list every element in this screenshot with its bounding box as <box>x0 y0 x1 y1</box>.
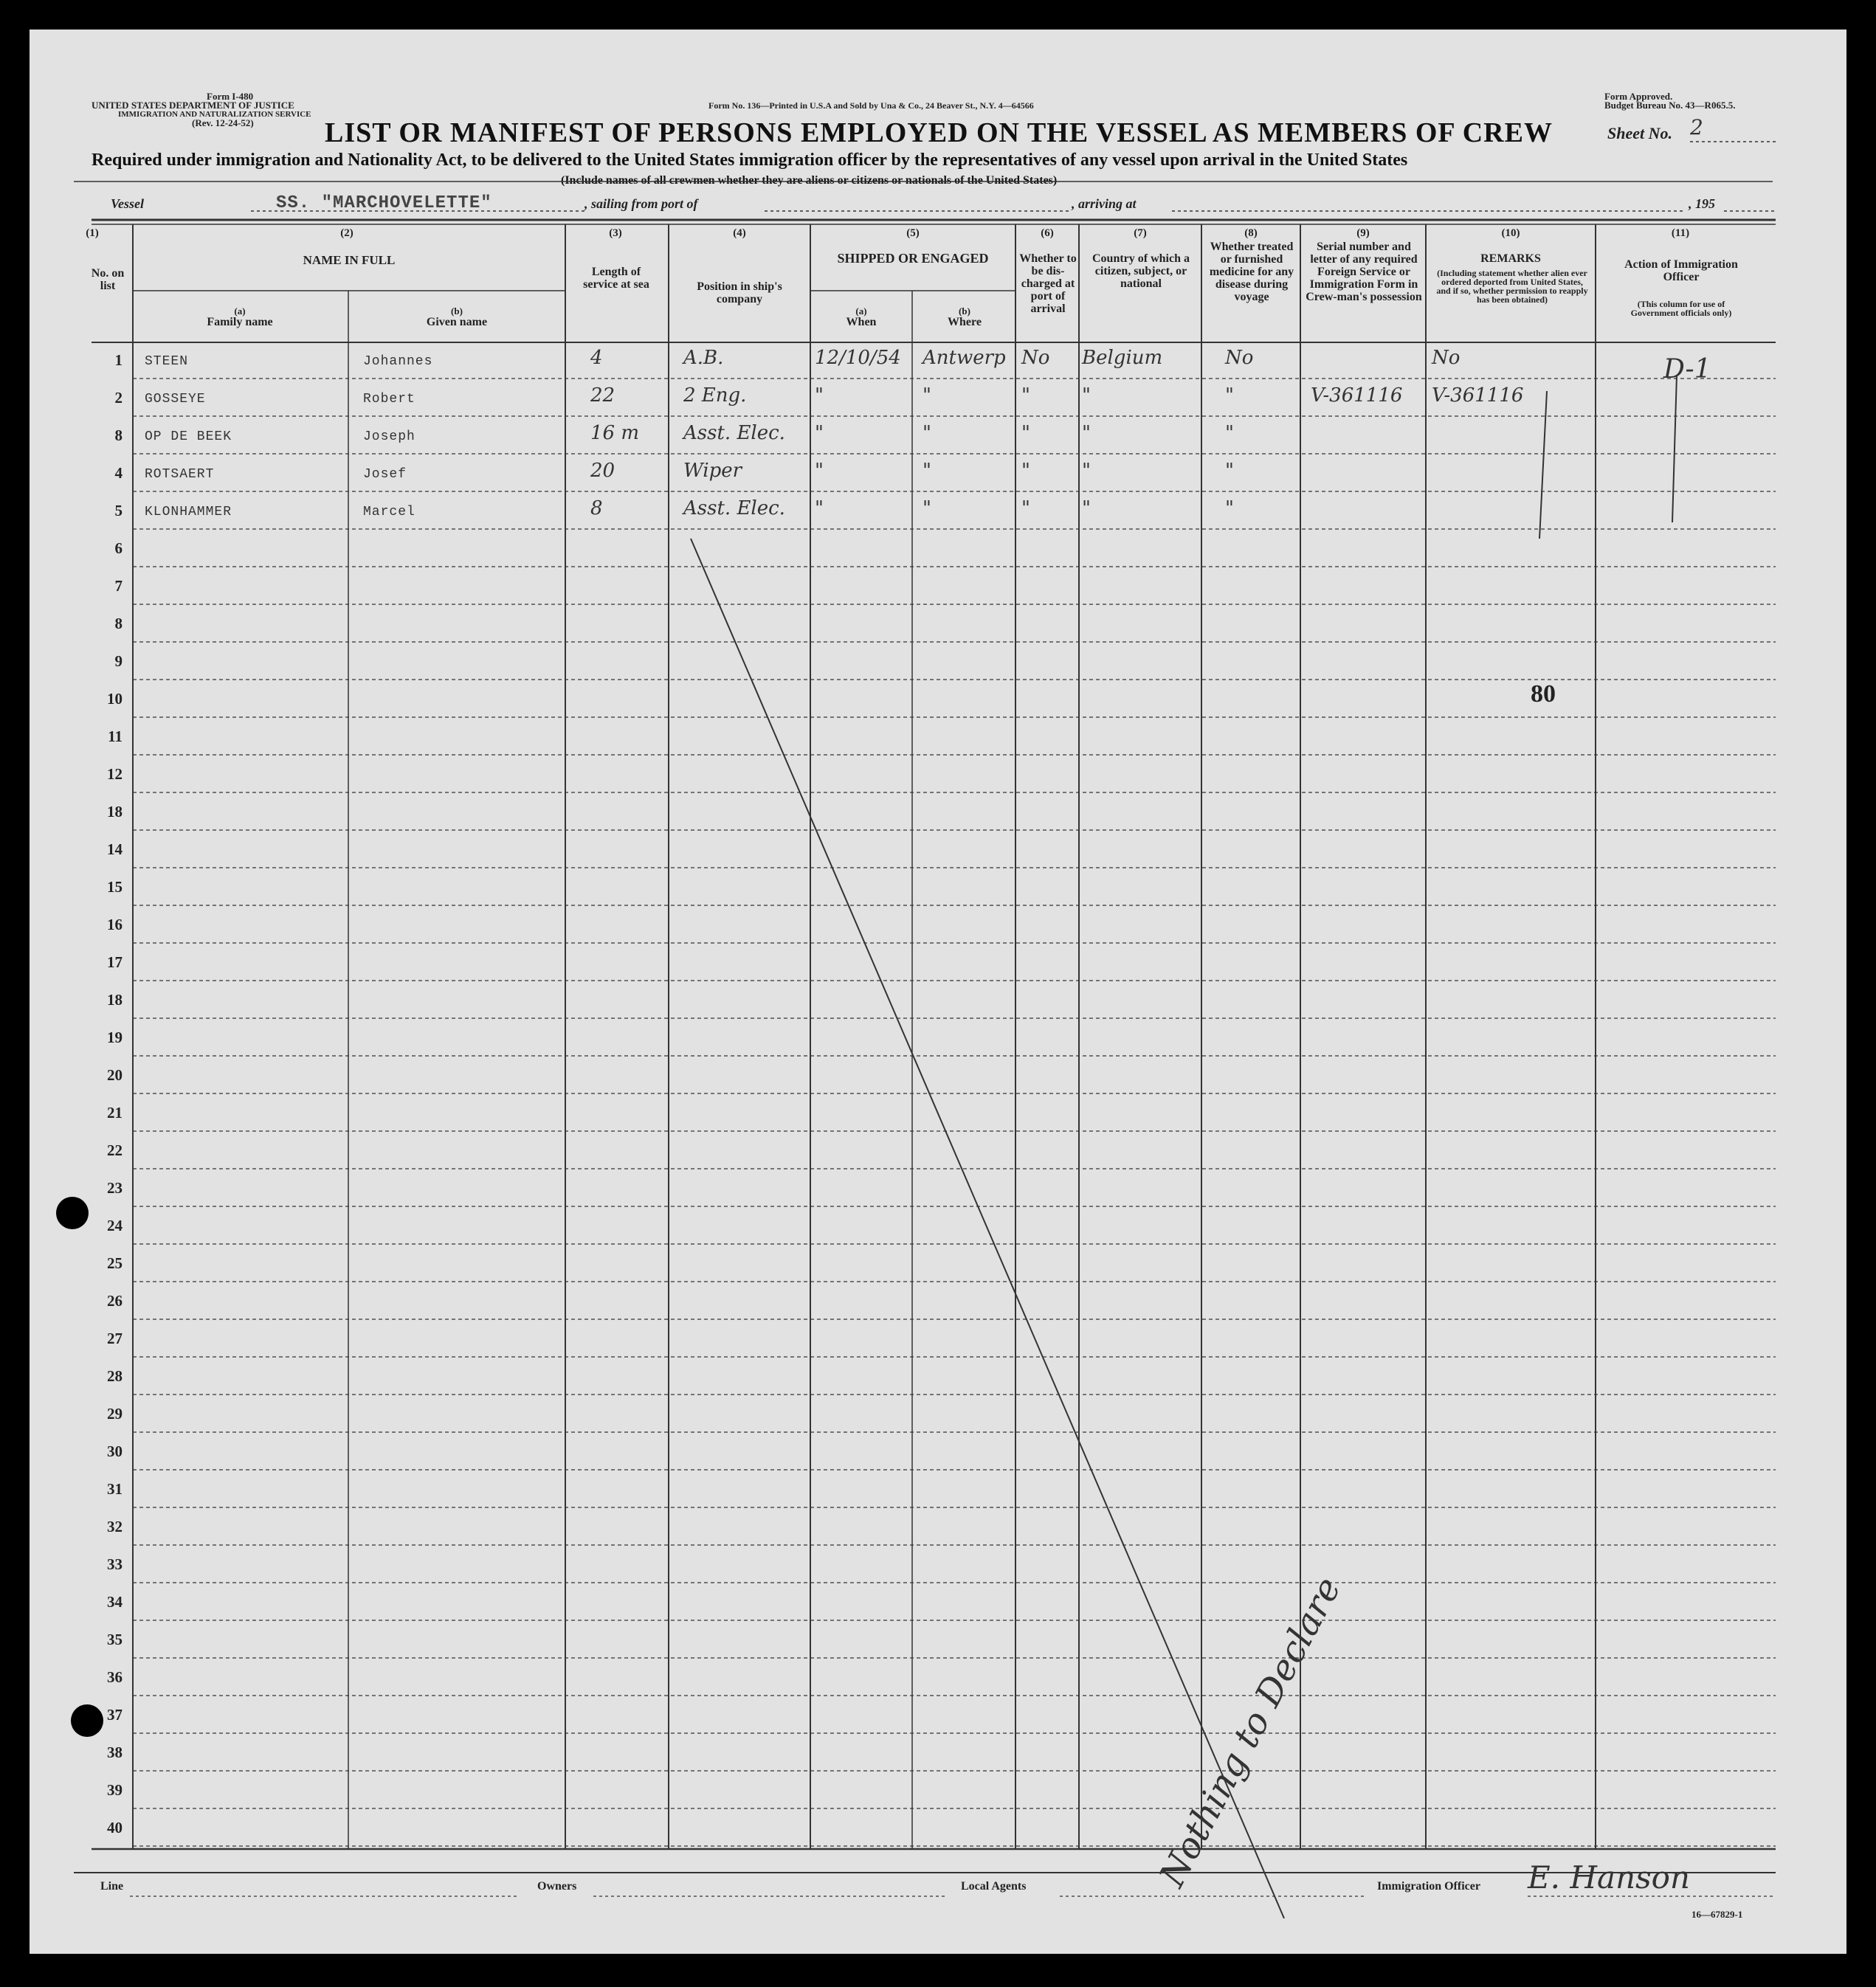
sheet-label: Sheet No. <box>1607 124 1672 142</box>
row-number: 8 <box>114 615 123 632</box>
row-number: 30 <box>107 1442 123 1460</box>
row-number: 25 <box>107 1254 123 1272</box>
col6-number: (6) <box>1041 227 1054 239</box>
col2a-number: (a) <box>234 305 246 317</box>
col10-number: (10) <box>1501 227 1520 239</box>
row-number: 22 <box>107 1141 123 1159</box>
row-number: 27 <box>107 1330 123 1347</box>
crew-country: " <box>1082 384 1091 407</box>
col5b-number: (b) <box>959 305 970 317</box>
page-subtitle: Required under immigration and Nationality Act, to be delivered to the United States immigration officer by the representatives of any vessel upon arrival in the United States <box>92 151 1408 170</box>
crew-given: Marcel <box>363 505 415 519</box>
footer-officer-label: Immigration Officer <box>1377 1880 1480 1893</box>
row-number: 33 <box>107 1555 123 1573</box>
crew-given: Robert <box>363 392 415 407</box>
crew-given: Josef <box>363 467 407 482</box>
crew-position: Asst. Elec. <box>683 422 785 444</box>
col6-header: Whether to be dis-charged at port of arrival <box>1019 252 1077 315</box>
stamp-number: 80 <box>1531 680 1556 708</box>
row-number: 21 <box>107 1104 123 1122</box>
col10-note: (Including statement whether alien ever ordered deported from United States, and if so, whether permission to reapply has been obtained) <box>1436 268 1588 305</box>
crew-discharge: " <box>1021 497 1030 519</box>
crew-medicine: " <box>1225 497 1234 519</box>
crew-discharge: " <box>1021 422 1030 444</box>
footer-owners-label: Owners <box>537 1880 577 1893</box>
row-number: 6 <box>114 539 123 557</box>
crew-service: 20 <box>590 460 615 482</box>
crew-serial: V-361116 <box>1311 384 1403 407</box>
col3-number: (3) <box>609 227 622 239</box>
col11-header: Action of Immigration Officer <box>1624 258 1738 283</box>
officer-signature: E. Hanson <box>1528 1859 1690 1896</box>
crew-medicine: " <box>1225 384 1234 407</box>
crew-medicine: " <box>1225 422 1234 444</box>
cancellation-diagonal <box>691 539 1284 1918</box>
remarks-column-stroke <box>1539 391 1547 539</box>
row-number: 38 <box>107 1744 123 1761</box>
row-number: 36 <box>107 1668 123 1686</box>
col7-number: (7) <box>1134 227 1147 239</box>
crew-service: 8 <box>590 497 603 519</box>
row-number: 31 <box>107 1480 123 1498</box>
row-number: 16 <box>107 916 123 933</box>
col9-number: (9) <box>1356 227 1370 239</box>
col5-header: SHIPPED OR ENGAGED <box>837 251 989 266</box>
sheet-number: 2 <box>1690 115 1703 139</box>
col7-header: Country of which a citizen, subject, or national <box>1092 252 1190 290</box>
footer-line-label: Line <box>100 1880 124 1893</box>
col4-header: Position in ship's company <box>697 280 782 305</box>
row-number: 20 <box>107 1066 123 1084</box>
col5b-header: Where <box>948 316 982 328</box>
row-number: 18 <box>107 803 123 820</box>
row-number: 5 <box>114 502 123 519</box>
crew-position: Wiper <box>683 460 742 482</box>
vessel-label: Vessel <box>111 196 144 211</box>
year-label: , 195 <box>1689 196 1715 211</box>
crew-service: 16 m <box>590 422 640 444</box>
col5a-header: When <box>846 316 877 328</box>
crew-position: Asst. Elec. <box>683 497 785 519</box>
crew-remarks: No <box>1432 347 1461 369</box>
row-number: 39 <box>107 1781 123 1799</box>
row-number: 23 <box>107 1179 123 1197</box>
row-number: 40 <box>107 1819 123 1836</box>
col2-number: (2) <box>340 227 354 239</box>
crew-where: " <box>923 384 931 407</box>
row-number: 24 <box>107 1217 123 1234</box>
col5-number: (5) <box>906 227 920 239</box>
punch-hole-lower <box>71 1704 103 1737</box>
row-number: 12 <box>107 765 123 783</box>
row-number: 35 <box>107 1631 123 1648</box>
row-number: 28 <box>107 1367 123 1385</box>
crew-remarks: V-361116 <box>1432 384 1524 407</box>
row-number: 26 <box>107 1292 123 1310</box>
col1-number: (1) <box>86 227 99 239</box>
row-number: 2 <box>114 389 123 407</box>
crew-where: " <box>923 460 931 482</box>
col11-number: (11) <box>1671 227 1690 239</box>
include-note: (Include names of all crewmen whether they are aliens or citizens or nationals of the United States) <box>561 174 1058 187</box>
diagonal-note: Nothing to Declare <box>1151 1570 1350 1894</box>
form-number: Form I-480 <box>207 91 254 102</box>
row-number: 4 <box>114 464 123 482</box>
crew-country: Belgium <box>1082 347 1163 369</box>
crew-where: Antwerp <box>923 347 1006 369</box>
row-number: 15 <box>107 878 123 896</box>
col2a-header: Family name <box>207 316 273 328</box>
col8-header: Whether treated or furnished medicine for any disease during voyage <box>1209 241 1294 303</box>
crew-service: 4 <box>590 347 603 369</box>
row-number: 19 <box>107 1029 123 1046</box>
crew-when: " <box>815 460 824 482</box>
crew-medicine: No <box>1225 347 1254 369</box>
row-number: 32 <box>107 1518 123 1535</box>
crew-where: " <box>923 497 931 519</box>
row-number: 8 <box>114 426 123 444</box>
crew-family: OP DE BEEK <box>145 429 232 444</box>
col4-number: (4) <box>733 227 746 239</box>
crew-when: 12/10/54 <box>815 347 901 369</box>
row-number: 37 <box>107 1706 123 1724</box>
crew-family: ROTSAERT <box>145 467 215 482</box>
col2-header: NAME IN FULL <box>303 253 396 267</box>
col10-header: REMARKS <box>1480 252 1541 265</box>
crew-country: " <box>1082 497 1091 519</box>
sailing-label: , sailing from port of <box>584 196 698 211</box>
form-revision: (Rev. 12-24-52) <box>192 117 254 128</box>
crew-country: " <box>1082 422 1091 444</box>
crew-service: 22 <box>590 384 615 407</box>
crew-family: STEEN <box>145 354 189 369</box>
footer-agents-label: Local Agents <box>961 1880 1027 1893</box>
crew-given: Johannes <box>363 354 433 369</box>
row-number: 1 <box>114 351 123 369</box>
crew-when: " <box>815 422 824 444</box>
row-number: 29 <box>107 1405 123 1423</box>
service-name: IMMIGRATION AND NATURALIZATION SERVICE <box>118 110 311 119</box>
crew-position: 2 Eng. <box>683 384 747 407</box>
vessel-name: SS. "MARCHOVELETTE" <box>276 193 492 213</box>
row-number: 14 <box>107 840 123 858</box>
page-title: LIST OR MANIFEST OF PERSONS EMPLOYED ON THE VESSEL AS MEMBERS OF CREW <box>325 117 1553 148</box>
crew-where: " <box>923 422 931 444</box>
print-code: 16—67829-1 <box>1691 1909 1743 1920</box>
crew-family: KLONHAMMER <box>145 505 232 519</box>
col2b-number: (b) <box>451 305 463 317</box>
col9-header: Serial number and letter of any required Foreign Service or Immigration Form in Crew-man's possession <box>1306 241 1422 303</box>
crew-family: GOSSEYE <box>145 392 206 407</box>
row-number: 11 <box>108 728 123 745</box>
col2b-header: Given name <box>426 316 488 328</box>
row-number: 10 <box>107 690 123 708</box>
crew-when: " <box>815 384 824 407</box>
arriving-label: , arriving at <box>1072 196 1137 211</box>
crew-position: A.B. <box>683 347 724 369</box>
form-approved: Form Approved. <box>1604 91 1673 102</box>
crew-given: Joseph <box>363 429 415 444</box>
manifest-page <box>30 30 1846 1954</box>
crew-discharge: No <box>1021 347 1050 369</box>
row-number: 7 <box>114 577 123 595</box>
punch-hole-upper <box>56 1197 89 1229</box>
printer-note: Form No. 136—Printed in U.S.A and Sold by Una & Co., 24 Beaver St., N.Y. 4—64566 <box>708 100 1034 111</box>
col5a-number: (a) <box>855 305 867 317</box>
row-number: 9 <box>114 652 123 670</box>
crew-discharge: " <box>1021 460 1030 482</box>
col11-note: (This column for use of Government officials only) <box>1630 299 1732 318</box>
crew-when: " <box>815 497 824 519</box>
row-number: 34 <box>107 1593 123 1611</box>
budget-bureau: Budget Bureau No. 43—R065.5. <box>1604 100 1736 111</box>
row-number: 18 <box>107 991 123 1009</box>
crew-medicine: " <box>1225 460 1234 482</box>
col3-header: Length of service at sea <box>583 266 649 291</box>
col1-header: No. on list <box>91 267 125 292</box>
crew-country: " <box>1082 460 1091 482</box>
action-mark: D-1 <box>1663 354 1711 384</box>
action-column-stroke <box>1672 375 1677 522</box>
department-name: UNITED STATES DEPARTMENT OF JUSTICE <box>92 100 294 111</box>
row-number: 17 <box>107 953 123 971</box>
col8-number: (8) <box>1244 227 1258 239</box>
crew-discharge: " <box>1021 384 1030 407</box>
